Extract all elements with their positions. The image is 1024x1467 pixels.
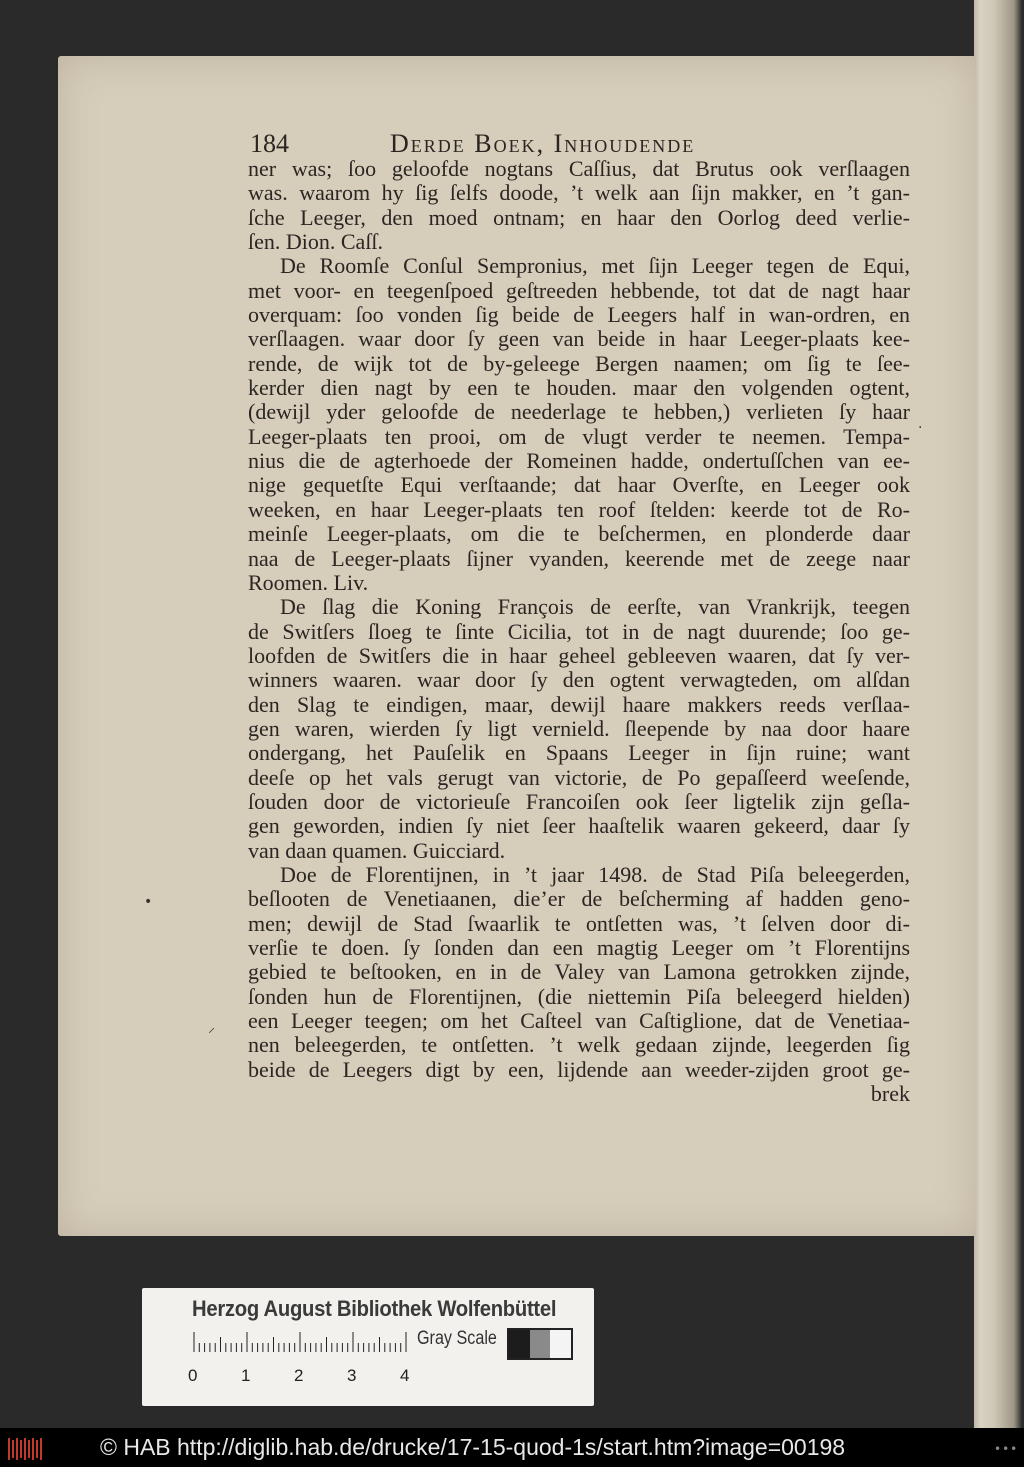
library-name: Herzog August Bibliothek Wolfenbüttel <box>192 1296 557 1321</box>
gray-scale-swatches <box>507 1328 573 1360</box>
text-line: rende, de wijk tot de by-geleege Bergen naamen; om ſig te ſee- <box>248 351 910 376</box>
gray-swatch <box>550 1330 571 1358</box>
running-head: Derde Boek, Inhoudende <box>390 129 696 158</box>
text-line: ſouden door de victorieuſe Francoiſen ook ſeer ligtelik zijn geſla- <box>248 789 910 814</box>
logo-bar <box>20 1440 22 1458</box>
text-line: met voor- en teegenſpoed geſtreeden hebbende, tot dat de nagt haar <box>248 278 910 303</box>
text-line: beide de Leegers digt by een, lijdende aan weeder-zijden groot ge- <box>248 1057 910 1082</box>
text-line: winners waaren. waar door ſy den ogtent verwagteden, om alſdan <box>248 668 910 693</box>
text-line: nen beleegerden, te ontſetten. ’t welk gedaan zijnde, leegerden ſig <box>248 1033 910 1058</box>
text-line: loofden de Switſers die in haar geheel gebleeven waaren, dat ſy ver- <box>248 643 910 668</box>
text-line: ſche Leeger, den moed ontnam; en haar den Oorlog deed verlie- <box>248 205 910 230</box>
scale-ruler <box>192 1332 417 1352</box>
logo-bar <box>28 1440 30 1458</box>
text-line: brek <box>870 1082 910 1107</box>
text-line: kerder dien nagt by een te houden. maar den volgenden ogtent, <box>248 376 910 401</box>
text-line: men; dewijl de Stad ſwaarlik te ontſetten was, ’t ſelven door di- <box>248 911 910 936</box>
page-number: 184 <box>250 129 289 158</box>
logo-bar <box>36 1440 38 1458</box>
text-line: ſen. Dion. Caſſ. <box>248 230 384 255</box>
text-line: deeſe op het vals gerugt van victorie, de Po gepaſſeerd weeſende, <box>248 765 910 790</box>
text-line: weeken, en haar Leeger-plaats ten roof ſtelden: keerde tot de Ro- <box>248 497 910 522</box>
ruler-number: 4 <box>400 1366 410 1385</box>
text-line: Leeger-plaats ten prooi, om de vlugt verder te neemen. Tempa- <box>248 424 910 449</box>
ruler-number: 3 <box>347 1366 357 1385</box>
ruler-number: 2 <box>294 1366 304 1385</box>
gray-scale-label: Gray Scale <box>417 1328 497 1349</box>
text-line: was. waarom hy ſig ſelfs doode, ’t welk aan ſijn makker, en ’t gan- <box>248 181 910 206</box>
text-line: meinſe Leeger-plaats, om die te beſchermen, en plonderde daar <box>248 522 910 547</box>
text-line: verſlaagen. waar door ſy geen van beide in haar Leeger-plaats kee- <box>248 327 910 352</box>
text-line: naa de Leeger-plaats ſijner vyanden, keerende met de zeege naar <box>248 546 910 571</box>
margin-speck: ⸝ <box>208 1020 215 1036</box>
logo-bar <box>16 1438 18 1460</box>
text-line: nige gequetſte Equi verſtaande; dat haar Overſte, en Leeger ook <box>248 473 910 498</box>
margin-speck: · <box>918 420 923 436</box>
text-line: ſonden hun de Florentijnen, (die niettemin Piſa beleegerd hielden) <box>248 984 910 1009</box>
gray-swatch <box>530 1330 551 1358</box>
viewer-footer <box>0 1428 1024 1467</box>
text-line: nius die de agterhoede der Romeinen hadde, ondertuſſchen van ee- <box>248 449 910 474</box>
copyright-url-text[interactable]: © HAB http://diglib.hab.de/drucke/17-15-quod-1s/start.htm?image=00198 <box>100 1434 846 1460</box>
text-line: van daan quamen. Guicciard. <box>248 838 506 863</box>
logo-bar <box>12 1440 14 1458</box>
logo-bar <box>8 1438 10 1460</box>
ruler-number: 1 <box>241 1366 251 1385</box>
text-line: Doe de Florentijnen, in ’t jaar 1498. de Stad Piſa beleegerden, <box>280 862 910 887</box>
text-line: ner was; ſoo geloofde nogtans Caſſius, dat Brutus ook verſlaagen <box>248 157 910 181</box>
text-line: gen geworden, indien ſy niet ſeer haaſtelik waaren gekeerd, daar ſy <box>248 814 910 839</box>
ruler-number: 0 <box>188 1366 198 1385</box>
ruler-numbers <box>188 1366 428 1386</box>
logo-bar <box>24 1438 26 1460</box>
text-line: den Slag te eindigen, maar, dewijl haare makkers reeds verſlaa- <box>248 692 910 717</box>
hab-logo-icon <box>8 1438 44 1460</box>
text-line: overquam: ſoo vonden ſig beide de Leegers half in wan-ordren, en <box>248 303 910 328</box>
margin-speck: • <box>144 894 153 910</box>
text-line: (dewijl yder geloofde de neederlage te hebben,) verlieten ſy haar <box>248 400 910 425</box>
gray-swatch <box>509 1330 530 1358</box>
body-text <box>248 157 910 1106</box>
text-line: De ſlag die Koning François de eerſte, van Vrankrijk, teegen <box>280 595 910 620</box>
text-line: verſie te doen. ſy ſonden dan een magtig Leeger om ’t Florentijns <box>248 936 910 960</box>
text-line: een Leeger teegen; om het Caſteel van Caſtiglione, dat de Venetiaa- <box>248 1009 910 1034</box>
logo-bar <box>40 1438 42 1460</box>
text-line: De Roomſe Conſul Sempronius, met ſijn Leeger tegen de Equi, <box>280 254 910 279</box>
text-line: de Switſers ſloeg te ſinte Cicilia, tot in de nagt duurende; ſoo ge- <box>248 619 910 644</box>
more-options-icon[interactable]: ••• <box>994 1442 1019 1456</box>
text-line: ondergang, het Pauſelik en Spaans Leeger in ſijn ruine; want <box>248 741 910 766</box>
adjacent-page-edge <box>974 0 1024 1428</box>
text-line: gebied te beſtooken, en in de Valey van Lamona getrokken zijnde, <box>248 960 910 985</box>
logo-bar <box>32 1438 34 1460</box>
text-line: Roomen. Liv. <box>248 570 369 595</box>
text-line: beſlooten de Venetiaanen, die’er de beſcherming af hadden geno- <box>248 887 910 912</box>
text-line: gen waren, wierden ſy ligt vernield. ſleepende by naa door haare <box>248 716 910 741</box>
color-target-card <box>142 1288 594 1406</box>
